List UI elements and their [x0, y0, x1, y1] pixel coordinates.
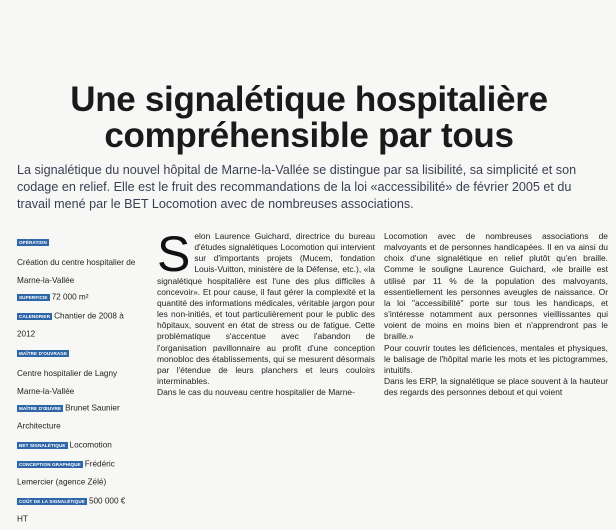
- body-paragraph: Locomotion avec de nombreuses associations de malvoyants et de personnes handicapées. Il en va ainsi du choix d'une signalétique en relief plutôt qu'en braille. Comme le souligne Laurence Guichard, «le braille est utilisé par 11 % de la population des malvoyants, essentiellement les personnes aveugles de naissance. Or la loi "accessibilité" porte sur tous les handicaps, et s'intéresse notamment aux personnes vieillissantes qui voient de moins en moins bien et n'apprendront pas le braille.»: [384, 231, 608, 342]
- fact-row: [17, 437, 137, 455]
- body-paragraph: elon Laurence Guichard, directrice du bureau d'études signalétiques Locomotion qui intervient sur d'importants projets (Mucem, fondation Louis-Vuitton, ministère de la Défense, etc.), «la signalétique hospitalière est l'une des plus difficiles à concevoir». Et pour cause, il faut gérer la complexité et la quantité des informations médicales, véritable jargon pour les non-initiés, et tout particulièrement pour le public des hôpitaux, souvent en état de stress ou de fatigue. Cette problématique s'accentue avec l'abandon de l'organisation pavillonnaire au profit d'une conception monobloc des établissements, qui se mesurent désormais par l'étendue de leurs planchers et leurs couloirs interminables.: [157, 231, 375, 387]
- body-paragraph: Dans les ERP, la signalétique se place souvent à la hauteur des regards des personnes debout et qui voient: [384, 376, 608, 398]
- fact-label: COÛT DE LA SIGNALÉTIQUE: [19, 499, 85, 505]
- headline-line-2: compréhensible par tous: [104, 116, 514, 155]
- fact-row: [17, 345, 137, 399]
- body-column-2: [384, 231, 608, 398]
- body-column-1: [157, 226, 375, 398]
- fact-label: CALENDRIER: [19, 314, 51, 320]
- headline: [14, 82, 604, 154]
- fact-value: Locomotion: [69, 440, 112, 450]
- fact-label: MAÎTRE D'ŒUVRE: [19, 406, 62, 412]
- fact-label: MAÎTRE D'OUVRAGE: [19, 351, 68, 357]
- fact-value: 500 000 € HT: [17, 496, 126, 524]
- fact-value: Centre hospitalier de Lagny Marne-la-Vallée: [17, 369, 118, 396]
- fact-value: Frédéric Lemercier (agence Zélé): [17, 459, 115, 487]
- fact-value: Création du centre hospitalier de Marne-la-Vallée: [17, 258, 136, 285]
- fact-row: [17, 493, 137, 529]
- fact-value: 72 000 m²: [51, 292, 89, 302]
- fact-row: [17, 289, 137, 307]
- headline-line-1: Une signalétique hospitalière: [70, 80, 548, 119]
- fact-label: BET SIGNALÉTIQUE: [19, 443, 66, 449]
- body-paragraph: Pour couvrir toutes les déficiences, mentales et physiques, le balisage de l'hôpital marie les mots et les pictogrammes, intuitifs.: [384, 342, 608, 375]
- body-paragraph: Dans le cas du nouveau centre hospitalier de Marne-: [157, 387, 355, 398]
- fact-value: Chantier de 2008 à 2012: [17, 311, 124, 339]
- fact-label: SUPERFICIE: [19, 295, 48, 301]
- fact-label: OPÉRATION: [19, 240, 47, 246]
- fact-label: CONCEPTION GRAPHIQUE: [19, 462, 81, 468]
- drop-cap: S: [157, 226, 191, 282]
- fact-row: [17, 400, 137, 436]
- lead-paragraph: La signalétique du nouvel hôpital de Marne-la-Vallée se distingue par sa lisibilité, sa simplicité et son codage en relief. Elle est le fruit des recommandations de la loi «accessibilité» de février 2005 et du travail mené par le BET Locomotion avec de nombreuses associations.: [17, 163, 577, 211]
- fact-row: [17, 234, 137, 288]
- project-facts: [17, 234, 137, 530]
- fact-row: [17, 308, 137, 344]
- fact-value: Brunet Saunier Architecture: [17, 403, 120, 431]
- fact-row: [17, 456, 137, 492]
